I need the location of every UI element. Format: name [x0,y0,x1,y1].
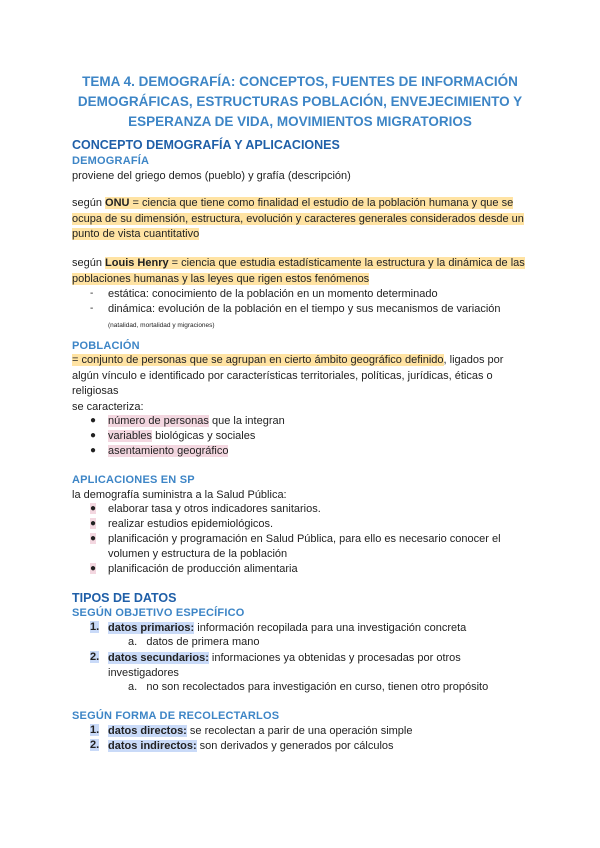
datos-secundarios-item: datos secundarios: informaciones ya obtenidas y procesadas por otros investigadores [108,652,461,679]
poblacion-def-rest: , ligados por algún vínculo e identificado por características territoriales, políticas, jurídicas, éticas o religiosas [72,354,504,397]
list-number: 1. [90,724,100,736]
subheading-forma: SEGÚN FORMA DE RECOLECTARLOS [72,710,280,722]
subheading-aplicaciones: APLICACIONES EN SP [72,474,195,486]
datos-primarios-sub: a. datos de primera mano [128,636,260,648]
list-number: 2. [90,651,100,663]
henry-text: = ciencia que estudia estadísticamente la estructura y la dinámica de las poblaciones humanas y las leyes que rigen estos fenómenos [72,257,525,285]
bullet-icon: ● [90,415,97,426]
aplicaciones-intro: la demografía suministra a la Salud Pública: [72,489,287,501]
estatica-item: estática: conocimiento de la población en un momento determinado [108,288,438,300]
bullet-icon: ● [90,430,97,441]
poblacion-item: asentamiento geográfico [108,445,229,457]
datos-secundarios-sub: a. no son recolectados para investigación en curso, tienen otro propósito [128,681,489,693]
poblacion-def-highlight: = conjunto de personas que se agrupan en cierto ámbito geográfico definido [72,354,444,366]
dash-bullet: - [90,303,94,314]
bullet-icon: ● [90,518,97,529]
list-number: 2. [90,739,100,751]
datos-primarios-item: datos primarios: información recopilada para una investigación concreta [108,622,467,634]
aplicaciones-item: realizar estudios epidemiológicos. [108,518,274,530]
onu-name: ONU [105,197,130,209]
poblacion-caracteriza: se caracteriza: [72,401,144,413]
aplicaciones-item: planificación de producción alimentaria [108,563,298,575]
datos-indirectos-item: datos indirectos: son derivados y generados por cálculos [108,740,394,752]
aplicaciones-item: planificación y programación en Salud Pública, para ello es necesario conocer el volumen y estructura de la población [108,533,501,560]
definicion-onu [72,196,532,243]
dinamica-text: dinámica: evolución de la población en el tiempo y sus mecanismos de variación [108,303,501,315]
dash-bullet: - [90,288,94,299]
dinamica-item [108,302,528,333]
demografia-origen: proviene del griego demos (pueblo) y grafía (descripción) [72,170,351,182]
poblacion-item: variables biológicas y sociales [108,430,256,442]
definicion-henry [72,256,532,287]
list-number: 1. [90,621,100,633]
section-heading-concepto: CONCEPTO DEMOGRAFÍA Y APLICACIONES [72,138,340,152]
subheading-poblacion: POBLACIÓN [72,340,140,352]
document-title: TEMA 4. DEMOGRAFÍA: CONCEPTOS, FUENTES DE INFORMACIÓN DEMOGRÁFICAS, ESTRUCTURAS POBLACIÓN, ENVEJECIMIENTO Y ESPERANZA DE VIDA, MOVIMIENTOS MIGRATORIOS [77,74,523,129]
onu-text: = ciencia que tiene como finalidad el estudio de la población humana y que se ocupa de su dimensión, estructura, evolución y caracteres generales considerados desde un punto de vista cuantitativo [72,197,524,240]
subheading-demografia: DEMOGRAFÍA [72,155,150,167]
bullet-icon: ● [90,503,97,514]
poblacion-item: número de personas que la integran [108,415,285,427]
onu-prefix: según [72,197,106,209]
subheading-objetivo: SEGÚN OBJETIVO ESPECÍFICO [72,607,245,619]
aplicaciones-item: elaborar tasa y otros indicadores sanitarios. [108,503,321,515]
section-heading-tipos: TIPOS DE DATOS [72,591,177,605]
bullet-icon: ● [90,563,97,574]
dinamica-note: (natalidad, mortalidad y migraciones) [108,322,215,329]
bullet-icon: ● [90,533,97,544]
henry-prefix: según [72,257,106,269]
datos-directos-item: datos directos: se recolectan a parir de una operación simple [108,725,413,737]
bullet-icon: ● [90,445,97,456]
henry-name: Louis Henry [105,257,169,269]
poblacion-definicion [72,353,532,400]
